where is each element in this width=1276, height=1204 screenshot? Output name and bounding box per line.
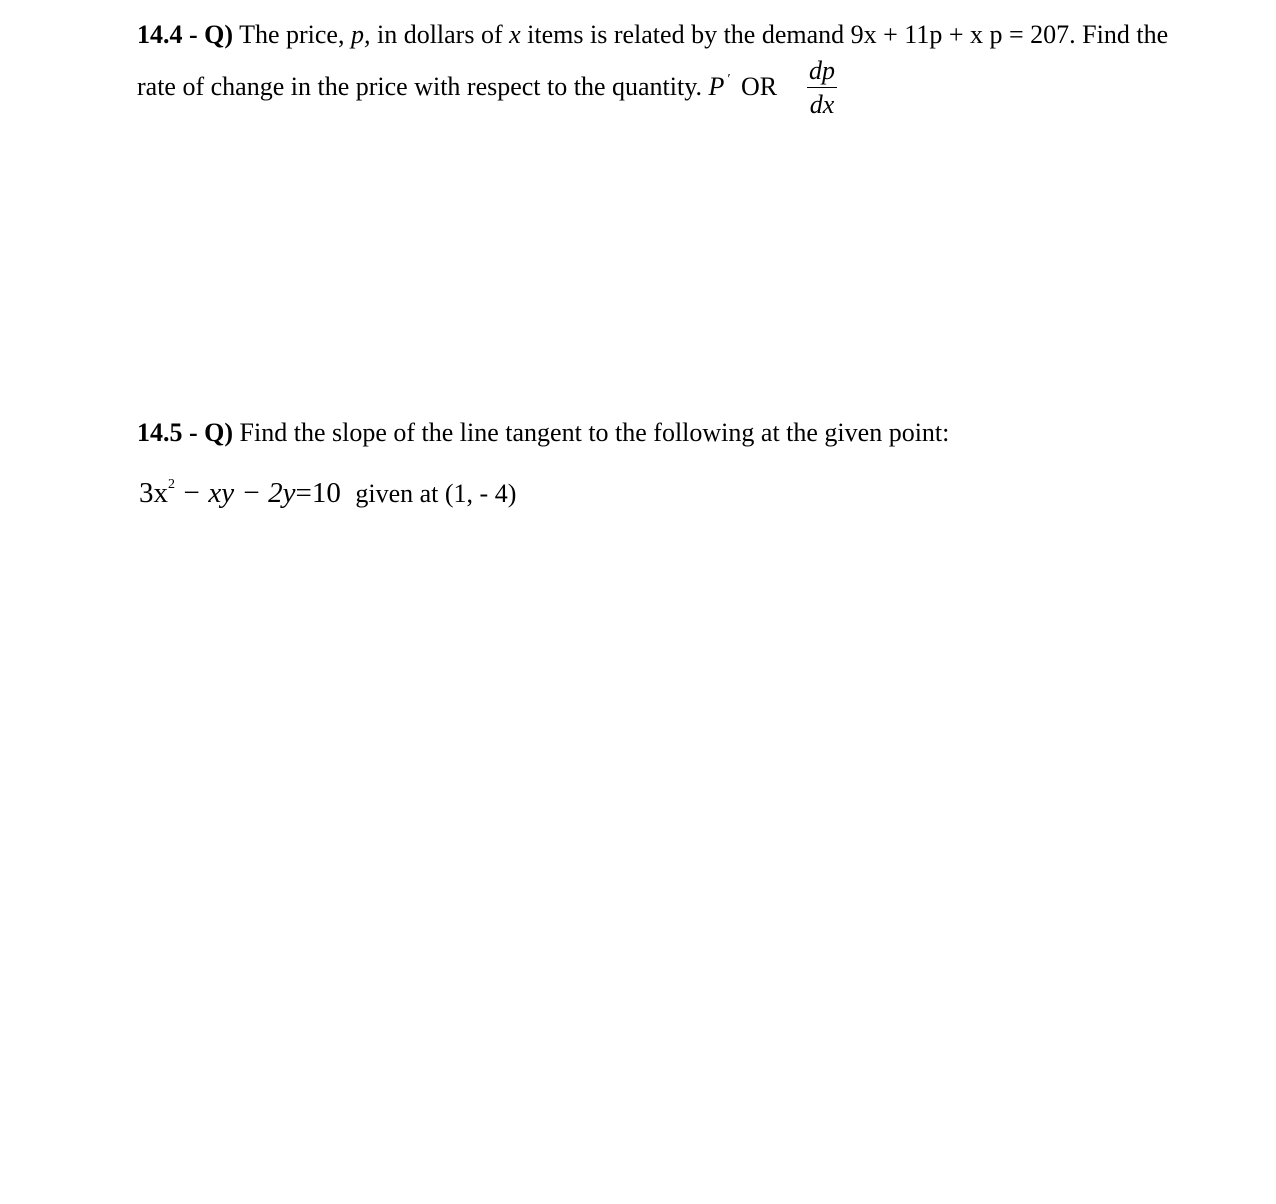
question-text-tail: Find the — [1082, 20, 1169, 49]
equation-middle: − xy − 2 — [181, 477, 283, 509]
equation-coefficient: 3x — [139, 477, 168, 509]
question-14-5-equation-line — [139, 478, 516, 508]
variable-x: x — [509, 20, 521, 49]
question-text-mid: in dollars of — [376, 20, 503, 49]
or-label: OR — [741, 72, 778, 101]
p-prime-letter: P — [708, 72, 725, 101]
question-number: 14.4 - Q) — [137, 20, 234, 49]
equation-y: y — [282, 477, 296, 509]
equation-exponent: 2 — [168, 477, 175, 492]
dp-dx-fraction — [806, 58, 838, 118]
question-text-line2: rate of change in the price with respect to the quantity. — [137, 72, 703, 101]
question-14-5-line-1 — [137, 420, 949, 446]
fraction-denominator: dx — [809, 90, 835, 119]
fraction-numerator: dp — [809, 56, 835, 85]
question-number: 14.5 - Q) — [137, 418, 234, 447]
given-point-text: given at (1, - 4) — [355, 479, 517, 508]
question-prompt: Find the slope of the line tangent to the following at the given point: — [239, 418, 950, 447]
demand-equation: 9x + 11p + x p = 207. — [850, 20, 1076, 49]
variable-p: p, — [350, 20, 371, 49]
question-text-intro: The price, — [239, 20, 345, 49]
question-14-4-line-2 — [137, 73, 777, 100]
question-text-demand: items is related by the demand — [527, 20, 845, 49]
question-14-4-line-1 — [137, 22, 1168, 48]
prime-mark: ′ — [727, 72, 731, 87]
equation-rhs: =10 — [295, 477, 341, 509]
